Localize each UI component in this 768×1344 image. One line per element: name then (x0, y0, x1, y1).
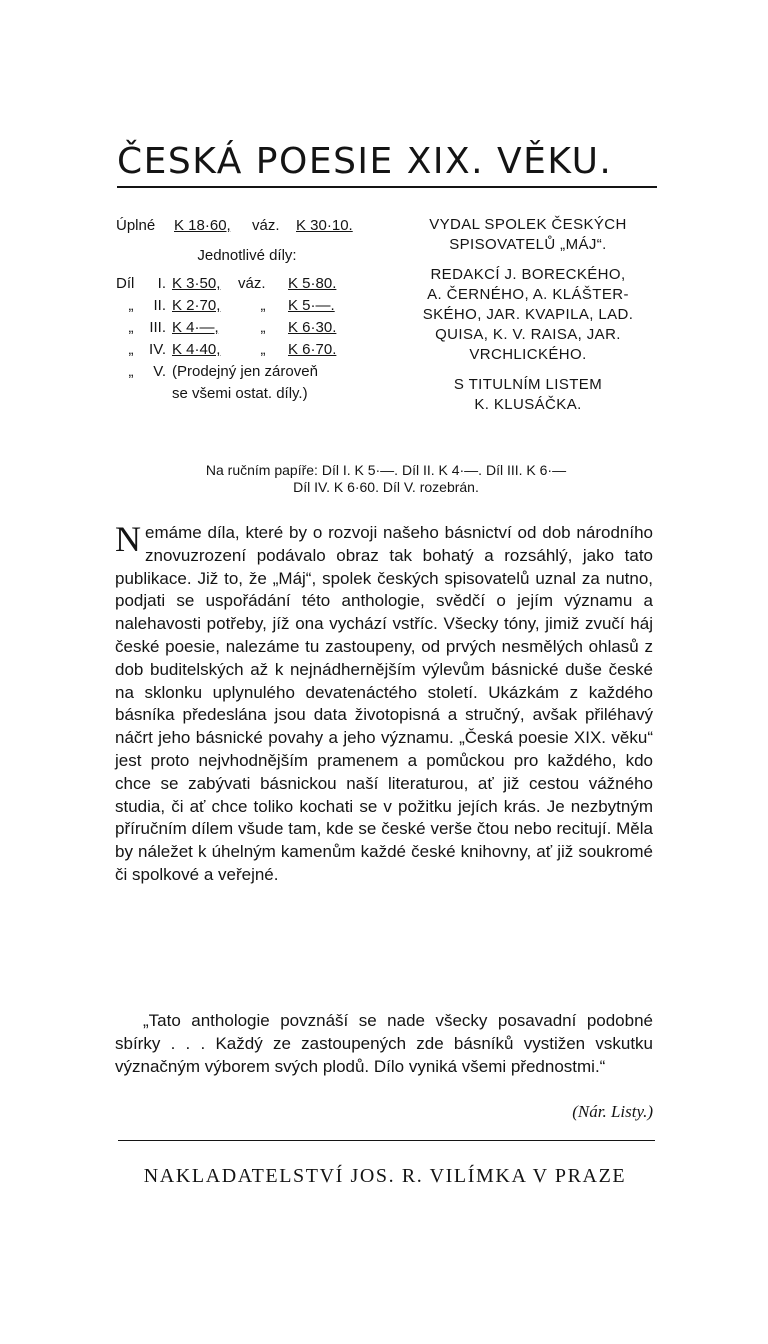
part-price: K 4·40, (172, 341, 221, 358)
handmade-paper-line: Díl IV. K 6·60. Díl V. rozebrán. (293, 479, 479, 495)
editors-block (398, 265, 658, 365)
part-row (116, 339, 378, 361)
handmade-paper-prices (112, 462, 660, 496)
part-number: I. (157, 275, 166, 292)
ditto-mark: „ (128, 341, 134, 358)
ditto-mark: „ (260, 297, 266, 314)
part-bound-price: K 5·—. (288, 297, 335, 314)
quote-attribution: (Nár. Listy.) (572, 1102, 653, 1121)
part-number: V. (153, 363, 166, 380)
handmade-paper-line: Na ručním papíře: Díl I. K 5·—. Díl II. K 4·—. Díl III. K 6·— (205, 462, 567, 478)
publisher-line: VYDAL SPOLEK ČESKÝCH (429, 216, 627, 233)
complete-price: K 18·60, (174, 217, 231, 234)
bound-label: váz. (252, 217, 280, 234)
title-page-block (398, 375, 658, 415)
complete-label: Úplné (116, 217, 156, 234)
part-price: K 4·—, (172, 319, 219, 336)
ditto-mark: „ (128, 297, 134, 314)
ditto-mark: „ (128, 319, 134, 336)
editors-line: A. ČERNÉHO, A. KLÁŠTER- (427, 286, 629, 303)
part-number: III. (149, 319, 166, 336)
part-number: II. (153, 297, 166, 314)
publisher-footer: NAKLADATELSTVÍ JOS. R. VILÍMKA V PRAZE (143, 1165, 627, 1187)
drop-cap: N (115, 519, 141, 559)
editors-line: SKÉHO, JAR. KVAPILA, LAD. (422, 306, 634, 323)
part5-note-line2: se všemi ostat. díly.) (172, 385, 308, 402)
part-price: K 2·70, (172, 297, 221, 314)
part-row (116, 273, 378, 295)
part-bound-price: K 5·80. (288, 275, 337, 292)
part-price: K 3·50, (172, 275, 221, 292)
publication-info (398, 215, 658, 425)
publisher-block (398, 215, 658, 255)
part-bound-label: váz. (238, 275, 266, 292)
editors-line: REDAKCÍ J. BORECKÉHO, (430, 266, 626, 283)
complete-price-row (116, 215, 378, 237)
description-paragraph (115, 519, 653, 887)
part-row (116, 295, 378, 317)
part-row (116, 361, 378, 383)
review-quote: „Tato anthologie povznáší se nade všecky posavadní podobné sbírky . . . Každý ze zastoupených zde básníků vystižen vskutku význačným výborem svých plodů. Dílo vyniká všemi přednostmi.“ (115, 1011, 653, 1076)
divider (118, 1140, 655, 1141)
description-text: emáme díla, které by o rozvoji našeho básnictví od dob národního znovuzrození podávalo obraz tak bohatý a rozsáhlý, jako tato publikace. Již to, že „Máj“, spolek českých spisovatelů uznal za nutno, podjati se uspořádání této anthologie, svědčí o jejím významu a nalehavosti potřeby, jíž ona vychází vstříc. Všecky tóny, jimiž zvučí háj české poesie, nalezáme tu zastoupeny, od prvých nesmělých ohlasů z dob buditelských až k nejnádhernějším výlevům básnické duše české na sklonku uplynulého devatenáctého století. Ukázkám z každého básníka předeslána jsou data životopisná a stručný, avšak přiléhavý náčrt jeho básnické povahy a jeho významu. „Česká poesie XIX. věku“ jest proto nejvhodnějším pramenem a pomůckou pro každého, kdo chce se zabývati básnickou naší literaturou, ať již cestou vážného studia, či ať chce toliko kochati se v požitku jejích krás. Je nezbytným příručním dílem všude tam, kde se české verše čtou nebo recitují. Měla by náležet k úhelným kamenům každé české knihovny, ať již soukromé či spolkové a veřejné. (115, 523, 653, 884)
title-page-line: K. KLUSÁČKA. (474, 396, 582, 413)
part5-note-line1: (Prodejný jen zároveň (172, 363, 318, 380)
part-bound-price: K 6·30. (288, 319, 337, 336)
price-list (116, 215, 378, 405)
part-label: Díl (116, 275, 135, 292)
complete-bound-price: K 30·10. (296, 217, 353, 234)
publisher-line: SPISOVATELŮ „MÁJ“. (449, 236, 607, 253)
part-bound-price: K 6·70. (288, 341, 337, 358)
part5-note-row (116, 383, 378, 405)
spacer (116, 383, 172, 405)
ditto-mark: „ (260, 341, 266, 358)
ditto-mark: „ (260, 319, 266, 336)
single-parts-title: Jednotlivé díly: (197, 247, 297, 264)
editors-line: QUISA, K. V. RAISA, JAR. (435, 326, 621, 343)
ditto-mark: „ (128, 363, 134, 380)
part-row (116, 317, 378, 339)
editors-line: VRCHLICKÉHO. (469, 346, 587, 363)
title-page-line: S TITULNÍM LISTEM (453, 376, 603, 393)
page-title: ČESKÁ POESIE XIX. VĚKU. (117, 140, 657, 188)
part-number: IV. (149, 341, 166, 358)
